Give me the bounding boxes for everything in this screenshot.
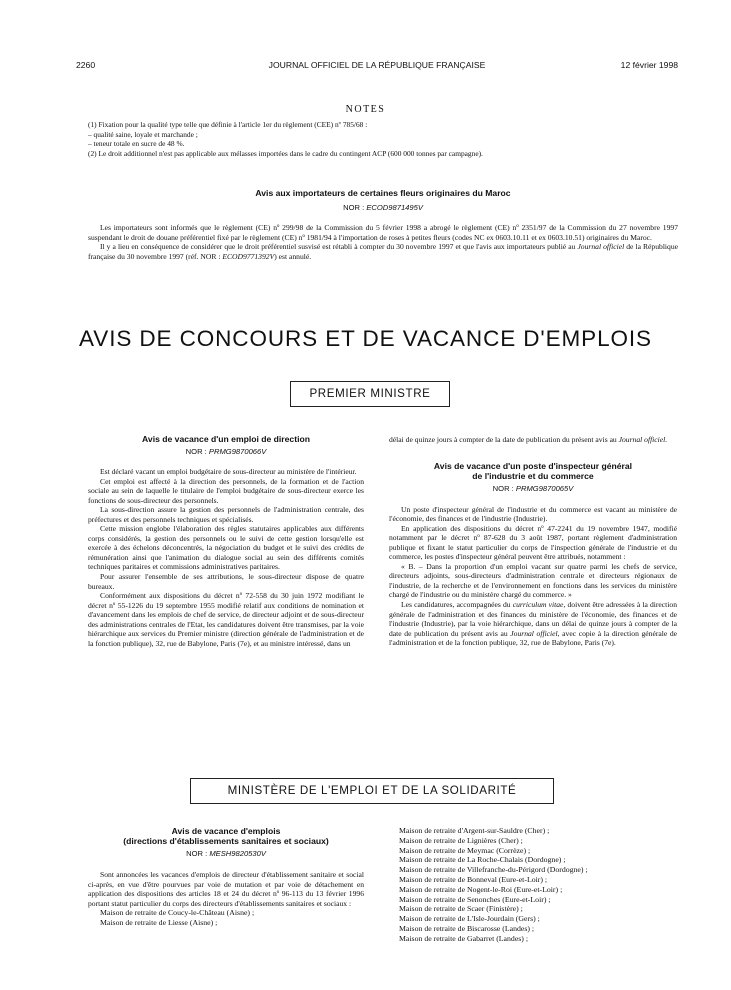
paragraph: Pour assurer l'ensemble de ses attributions, le sous-directeur dispose de quatre bureaux.	[88, 572, 364, 591]
vacance-direction-article	[88, 434, 364, 648]
paragraph: Cet emploi est affecté à la direction des personnels, de la formation et de l'action sociale au sein de laquelle le titulaire de l'emploi budgétaire de sous-directeur exerce les fonctions de sous-directeur des personnels.	[88, 476, 364, 505]
paragraph: Les importateurs sont informés que le règlement (CE) nº 299/98 de la Commission du 5 février 1998 a abrogé le règlement (CE) nº 2351/97 de la Commission du 27 novembre 1997 suspendant le droit de douane préférentiel fixé par le règlement (CE) nº 1981/94 à l'importation de roses à petites fleurs (codes NC ex 0603.10.11 et ex 0603.10.51) originaires du Maroc.	[88, 223, 678, 242]
list-item: Maison de retraite de Scaer (Finistère) ;	[399, 904, 523, 914]
nor-code: PRMG9870065V	[515, 483, 574, 493]
list-item: Maison de retraite de Meymac (Corrèze) ;	[399, 845, 531, 855]
page-header	[76, 60, 678, 72]
nor-code: PRMG9870066V	[208, 447, 267, 456]
article-title: Avis de vacance d'un poste d'inspecteur général de l'industrie et du commerce	[433, 460, 633, 481]
paragraph: Il y a lieu en conséquence de considérer que le droit préférentiel susvisé est rétabli à compter du 30 novembre 1997 et que l'avis aux importateurs publié au Journal officiel de la République française du 30 novembre 1997 (réf. NOR : ECOD9771392V) est annulé.	[88, 242, 678, 261]
list-item: Maison de retraite de Lignières (Cher) ;	[399, 835, 523, 845]
nor-code: MESH9820530V	[209, 849, 266, 858]
establishment-list	[88, 908, 364, 928]
list-item: Maison de retraite de Bonneval (Eure-et-Loir) ;	[399, 874, 548, 884]
notes-block	[88, 120, 678, 158]
article-nor: NOR : PRMG9870065V	[492, 483, 574, 493]
paragraph: En application des dispositions du décret nº 47-2241 du 19 novembre 1947, modifié notamment par le décret nº 87-628 du 3 août 1987, portant règlement d'administration publique et fixant le statut particulier du corps de l'inspection générale de l'industrie et du commerce, les postes d'inspecteur général peuvent être attribués, notamment :	[389, 523, 677, 562]
section-box-emploi-solidarite: MINISTÈRE DE L'EMPLOI ET DE LA SOLIDARITÉ	[190, 778, 554, 804]
avis-fleurs-body	[88, 223, 678, 261]
page-number: 2260	[76, 60, 96, 70]
list-item: Maison de retraite de Nogent-le-Roi (Eure-et-Loir) ;	[399, 884, 563, 894]
list-item: Maison de retraite de L'Isle-Jourdain (Gers) ;	[399, 914, 540, 924]
paragraph: La sous-direction assure la gestion des personnels de l'administration centrale, des préfectures et des personnels techniques et spécialisés.	[88, 505, 364, 524]
list-item: Maison de retraite de La Roche-Chalais (Dordogne) ;	[399, 855, 566, 865]
paragraph: Cette mission englobe l'élaboration des règles statutaires applicables aux différents corps considérés, la gestion des personnels ou le suivi de cette gestion lorsqu'elle est exercée à des échelons déconcentrés, la négociation du budget et le suivi des crédits de rémunération ainsi que l'animation du dialogue social au sein des différents comités techniques paritaires et commissions administratives paritaires.	[88, 524, 364, 572]
note-line: – teneur totale en sucre de 48 %.	[88, 139, 185, 149]
article-body	[88, 870, 364, 908]
vacance-emplois-article	[88, 826, 364, 928]
article-nor: NOR : MESH9820530V	[186, 849, 266, 858]
note-line: – qualité saine, loyale et marchande ;	[88, 129, 198, 139]
avis-fleurs-title: Avis aux importateurs de certaines fleurs originaires du Maroc	[255, 188, 511, 198]
paragraph: « B. – Dans la proportion d'un emploi vacant sur quatre parmi les chefs de service, directeurs adjoints, sous-directeurs d'administration centrale et directeurs régionaux de l'industrie, de la recherche et de l'environnement en fonctions dans les services du ministère chargé de l'industrie ou du ministère chargé du commerce. »	[389, 561, 677, 600]
paragraph: Les candidatures, accompagnées du curriculum vitae, doivent être adressées à la direction générale de l'administration et des finances du ministère de l'économie, des finances et de l'industrie (Industrie), par la voie hiérarchique, dans un délai de quinze jours à compter de la date de publication du présent avis au Journal officiel, avec copie à la direction générale de l'administration et de la fonction publique, 32, rue de Babylone, Paris (7e).	[389, 600, 677, 648]
list-item: Maison de retraite de Gabarret (Landes) ;	[399, 933, 529, 943]
article-nor: NOR : PRMG9870066V	[185, 447, 267, 456]
paragraph: Est déclaré vacant un emploi budgétaire de sous-directeur au ministère de l'intérieur.	[100, 467, 357, 476]
article-title: Avis de vacance d'un emploi de direction	[142, 434, 310, 444]
avis-fleurs-nor: NOR : ECOD9871495V	[343, 203, 423, 212]
list-item: Maison de retraite de Coucy-le-Château (Aisne) ;	[100, 908, 255, 918]
paragraph: Conformément aux dispositions du décret nº 72-558 du 30 juin 1972 modifiant le décret nº 55-1226 du 19 septembre 1955 modifié relatif aux conditions de nomination et d'avancement dans les emplois de chef de service, de directeur adjoint et de sous-directeur des administrations centrales de l'Etat, les candidatures doivent être transmises, par la voie hiérarchique aux services du Premier ministre (direction générale de l'administration et de la fonction publique), 32, rue de Babylone, Paris (7e), et au ministre intéressé, dans un	[88, 591, 364, 648]
section-box-premier-ministre: PREMIER MINISTRE	[290, 381, 450, 407]
list-item: Maison de retraite de Villefranche-du-Périgord (Dordogne) ;	[399, 865, 588, 875]
list-item: Maison de retraite de Senonches (Eure-et-Loir) ;	[399, 894, 551, 904]
notes-title: NOTES	[345, 104, 386, 115]
list-item: Maison de retraite de Liesse (Aisne) ;	[100, 917, 218, 927]
nor-code: ECOD9871495V	[366, 203, 423, 212]
establishment-list-right	[389, 826, 687, 944]
note-line: (1) Fixation pour la qualité type telle que définie à l'article 1er du règlement (CEE) nº 785/68 :	[88, 120, 368, 129]
inspecteur-general-article	[389, 435, 677, 648]
list-item: Maison de retraite d'Argent-sur-Sauldre (Cher) ;	[399, 826, 550, 835]
journal-title: JOURNAL OFFICIEL DE LA RÉPUBLIQUE FRANÇAISE	[268, 60, 486, 70]
note-line: (2) Le droit additionnel n'est pas applicable aux mélasses importées dans le cadre du contingent ACP (600 000 tonnes par campagne).	[88, 148, 483, 158]
continuation-text: délai de quinze jours à compter de la date de publication du présent avis au Journal officiel.	[389, 435, 668, 444]
paragraph: Un poste d'inspecteur général de l'industrie et du commerce est vacant au ministère de l'économie, des finances et de l'industrie (Industrie).	[389, 504, 677, 524]
paragraph: Sont annoncées les vacances d'emplois de directeur d'établissement sanitaire et social ci-après, en vue d'être pourvues par voie de mutation et par voie de détachement en application des dispositions des articles 18 et 24 du décret nº 96-113 du 13 février 1996 portant statut particulier du corps des directeurs d'établissements sanitaires et sociaux :	[88, 870, 364, 908]
list-item: Maison de retraite de Biscarosse (Landes) ;	[399, 923, 535, 933]
article-body	[88, 467, 364, 648]
main-heading: AVIS DE CONCOURS ET DE VACANCE D'EMPLOIS	[79, 326, 652, 351]
issue-date: 12 février 1998	[620, 60, 678, 70]
article-body	[389, 505, 677, 648]
article-title: Avis de vacance d'emplois (directions d'établissements sanitaires et sociaux)	[123, 826, 329, 846]
